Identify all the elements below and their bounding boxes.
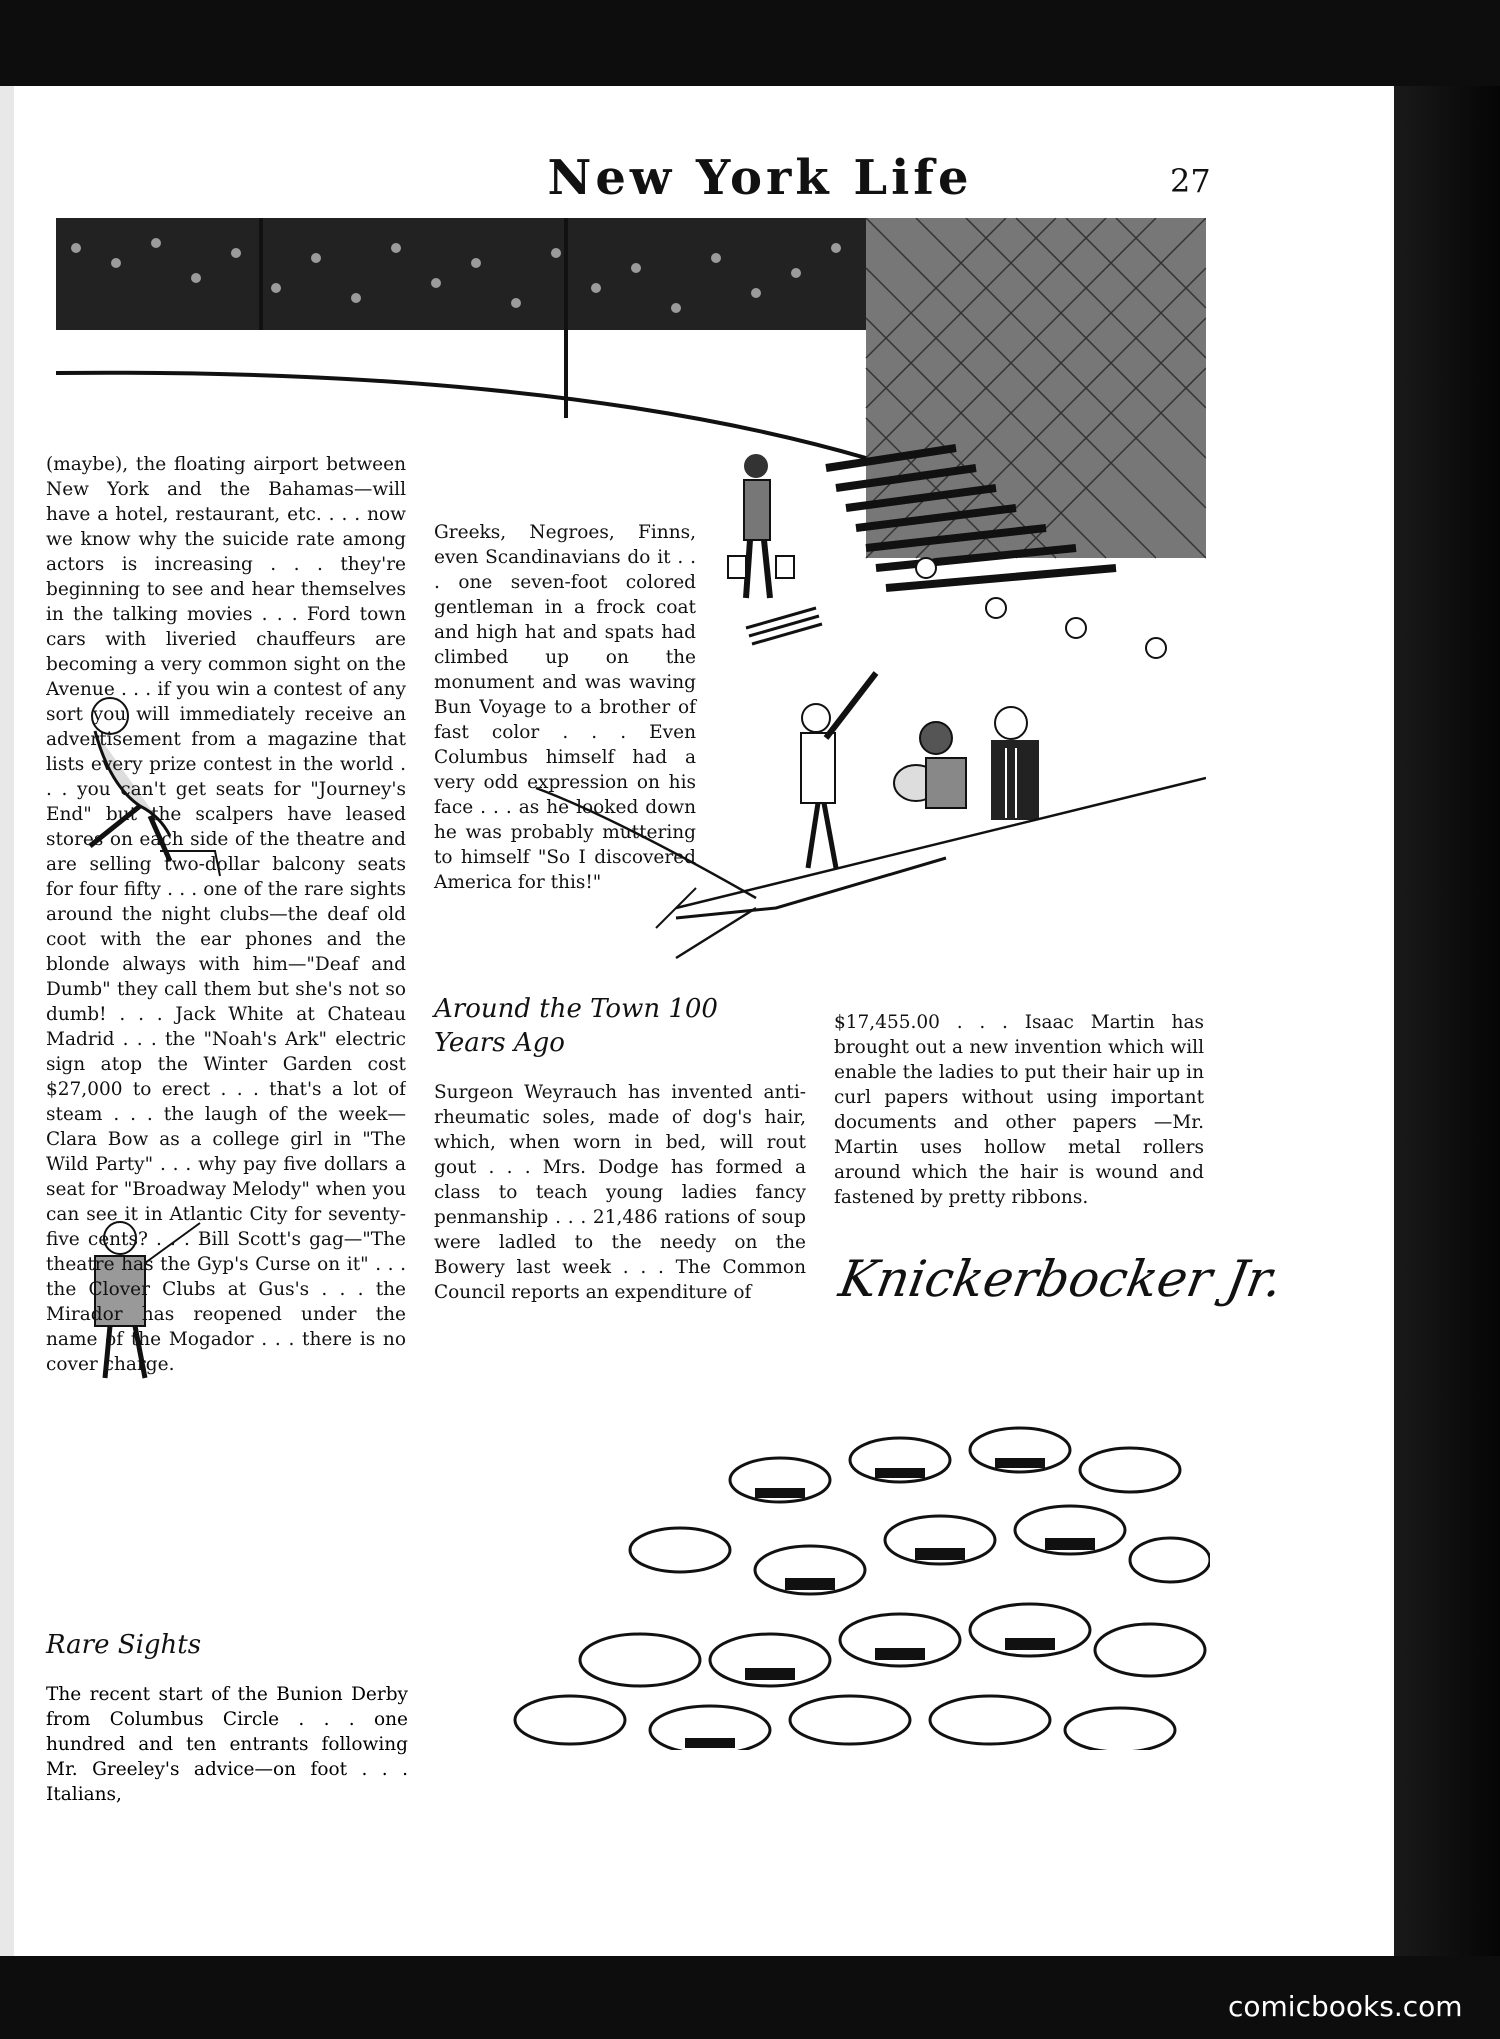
- column-1-body: (maybe), the floating airport between New York and the Bahamas—will have a hotel, restaurant, etc. . . . now we know why the suicide rate among actors is increasing . . . they're beginning to see and hear themselves in the talking movies . . . Ford town cars with liveried chauffeurs are becoming a very common sight on the Avenue . . . if you win a contest of any sort you will immediately receive an advertisement from a magazine that lists every prize contest in the world . . . you can't get seats for "Journey's End" but the scalpers have leased stores on each side of the theatre and are selling two-dollar balcony seats for four fifty . . . one of the rare sights around the night clubs—the deaf old coot with the ear phones and the blonde always with him—"Deaf and Dumb" they call them but she's not so dumb! . . . Jack White at Chateau Madrid . . . the "Noah's Ark" electric sign atop the Winter Garden cost $27,000 to erect . . . that's a lot of steam . . . the laugh of the week—Clara Bow as a college girl in "The Wild Party" . . . why pay five dollars a seat for "Broadway Melody" when you can see it in Atlantic City for seventy-five cents? . . . Bill Scott's gag—"The theatre has the Gyp's Curse on it" . . . the Clover Clubs at Gus's . . . the Mirador has reopened under the name of the Mogador . . . there is no cover charge.: [46, 454, 406, 1375]
- column-1-text: [46, 452, 406, 1612]
- left-page-edge: [0, 86, 14, 1956]
- straw-hats-illustration: [480, 1400, 1210, 1750]
- watermark: comicbooks.com: [1228, 1990, 1463, 2023]
- page-number: 27: [1170, 162, 1211, 200]
- signature: Knickerbocker Jr.: [834, 1250, 1287, 1308]
- column-2-text: Greeks, Negroes, Finns, even Scandinavians do it . . . one seven-foot colored gentleman in a frock coat and high hat and spats had climbed up on the monument and was waving Bun Voyage to a brother of fast color . . . Even Columbus himself had a very odd expression on his face . . . as he looked down he was probably muttering to himself "So I discovered America for this!": [434, 522, 696, 893]
- page-title: New York Life: [547, 150, 973, 206]
- column-4-text: $17,455.00 . . . Isaac Martin has brought out a new invention which will enable the ladies to put their hair up in curl papers without using important documents and other papers —Mr. Martin uses hollow metal rollers around which the hair is wound and fastened by pretty ribbons.: [834, 1012, 1204, 1208]
- scan-shadow: [1394, 86, 1500, 1956]
- around-town-heading: Around the Town 100 Years Ago: [434, 994, 718, 1058]
- rare-sights-text: The recent start of the Bunion Derby from Columbus Circle . . . one hundred and ten entrants following Mr. Greeley's advice—on foot . . . Italians,: [46, 1684, 408, 1805]
- column-3-text: Surgeon Weyrauch has invented anti-rheumatic soles, made of dog's hair, which, when worn in bed, will rout gout . . . Mrs. Dodge has formed a class to teach young ladies fancy penmanship . . . 21,486 rations of soup were ladled to the needy on the Bowery last week . . . The Common Council reports an expenditure of: [434, 1082, 806, 1303]
- rare-sights-heading: Rare Sights: [46, 1630, 202, 1660]
